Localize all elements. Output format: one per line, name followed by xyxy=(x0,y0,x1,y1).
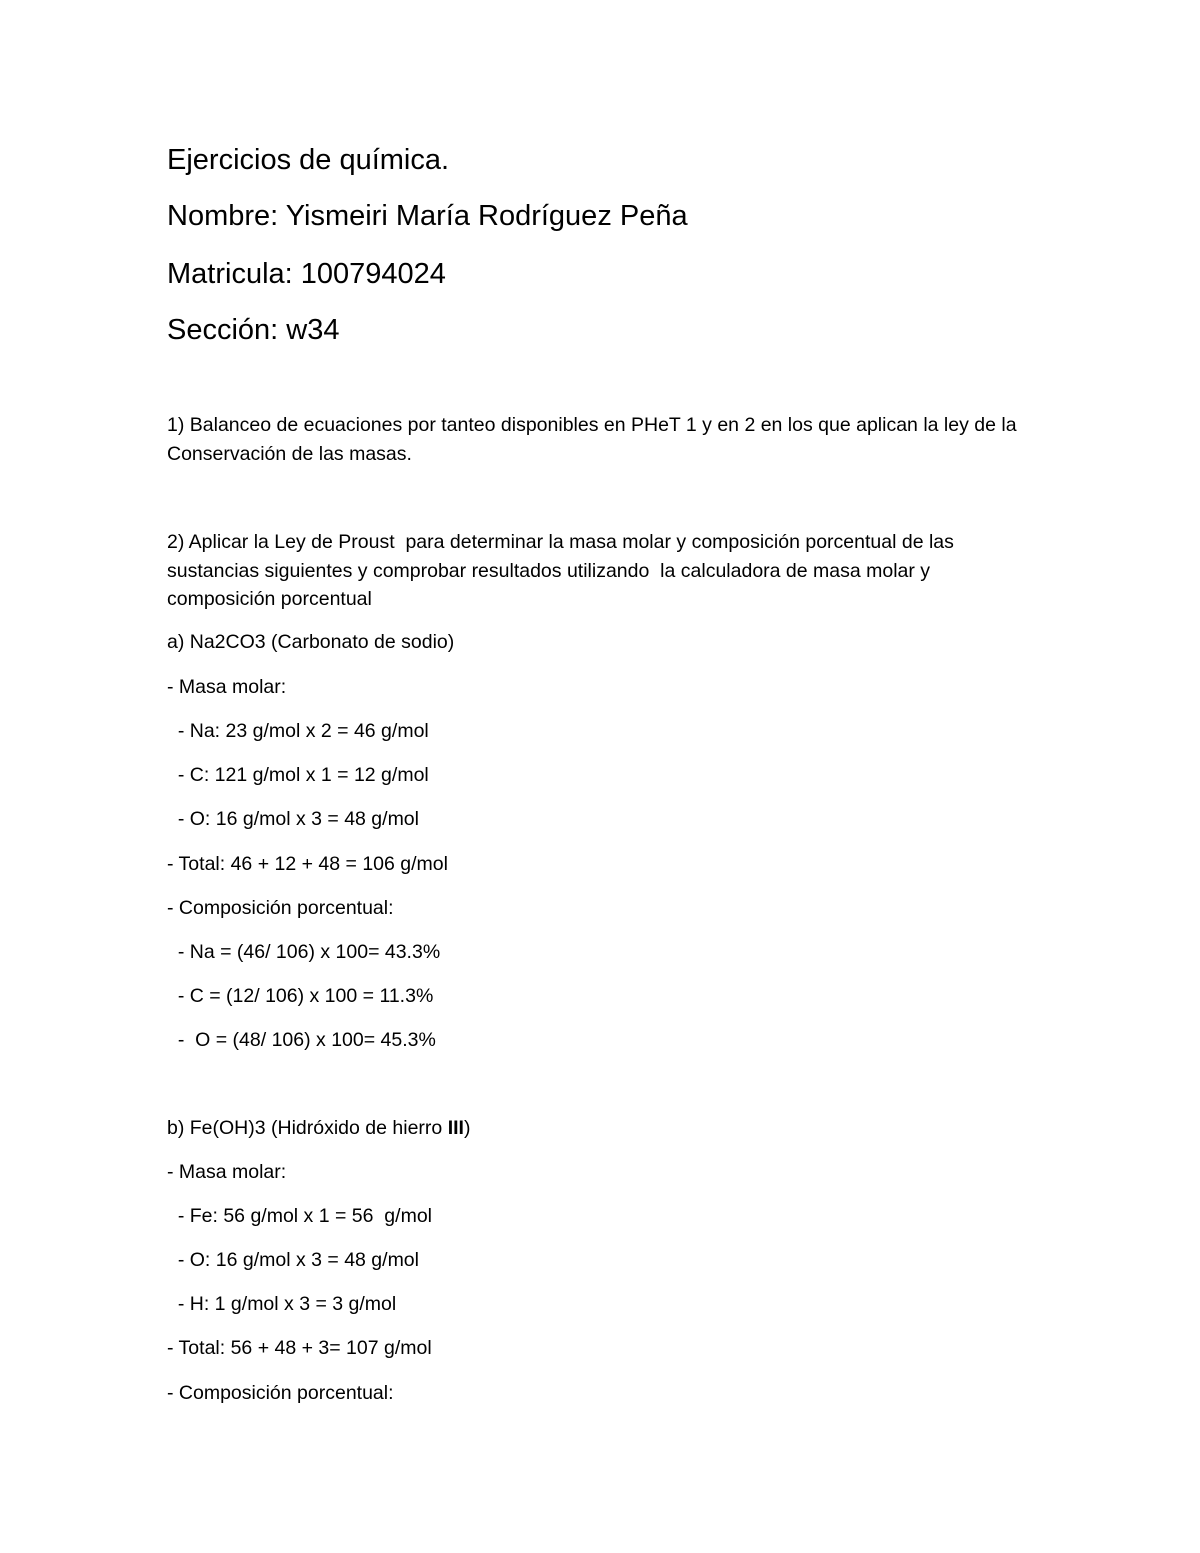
exercise-2-line-3: composición porcentual xyxy=(167,588,372,610)
part-b-title-roman: III xyxy=(447,1117,464,1139)
part-a-pct-o: - O = (48/ 106) x 100= 45.3% xyxy=(167,1029,436,1051)
document-title: Ejercicios de química. xyxy=(167,144,450,176)
part-b-title-prefix: b) Fe(OH)3 (Hidróxido de hierro xyxy=(167,1117,448,1139)
part-a-o-line: - O: 16 g/mol x 3 = 48 g/mol xyxy=(167,808,419,830)
section: Sección: w34 xyxy=(167,314,340,346)
part-b-fe-line: - Fe: 56 g/mol x 1 = 56 g/mol xyxy=(167,1205,432,1227)
part-b-title xyxy=(167,1119,470,1139)
student-name: Nombre: Yismeiri María Rodríguez Peña xyxy=(167,200,688,232)
part-a-total: - Total: 46 + 12 + 48 = 106 g/mol xyxy=(167,853,448,875)
part-b-o-line: - O: 16 g/mol x 3 = 48 g/mol xyxy=(167,1249,419,1271)
part-b-composition-label: - Composición porcentual: xyxy=(167,1382,394,1404)
student-id: Matricula: 100794024 xyxy=(167,258,446,290)
part-a-pct-c: - C = (12/ 106) x 100 = 11.3% xyxy=(167,985,434,1007)
part-b-title-suffix: ) xyxy=(463,1117,471,1139)
part-a-molar-mass-label: - Masa molar: xyxy=(167,676,287,698)
exercise-2-line-2: sustancias siguientes y comprobar resultados utilizando la calculadora de masa molar y xyxy=(167,560,931,582)
part-a-na-line: - Na: 23 g/mol x 2 = 46 g/mol xyxy=(167,720,429,742)
part-a-composition-label: - Composición porcentual: xyxy=(167,897,394,919)
exercise-1-line-2: Conservación de las masas. xyxy=(167,443,412,465)
exercise-1-line-1: 1) Balanceo de ecuaciones por tanteo disponibles en PHeT 1 y en 2 en los que aplican la ley de la xyxy=(167,414,1017,436)
part-a-pct-na: - Na = (46/ 106) x 100= 43.3% xyxy=(167,941,441,963)
part-a-title: a) Na2CO3 (Carbonato de sodio) xyxy=(167,631,455,653)
exercise-2-line-1: 2) Aplicar la Ley de Proust para determinar la masa molar y composición porcentual de las xyxy=(167,531,954,553)
part-b-molar-mass-label: - Masa molar: xyxy=(167,1161,287,1183)
part-b-total: - Total: 56 + 48 + 3= 107 g/mol xyxy=(167,1337,432,1359)
part-b-h-line: - H: 1 g/mol x 3 = 3 g/mol xyxy=(167,1293,397,1315)
part-a-c-line: - C: 121 g/mol x 1 = 12 g/mol xyxy=(167,764,429,786)
